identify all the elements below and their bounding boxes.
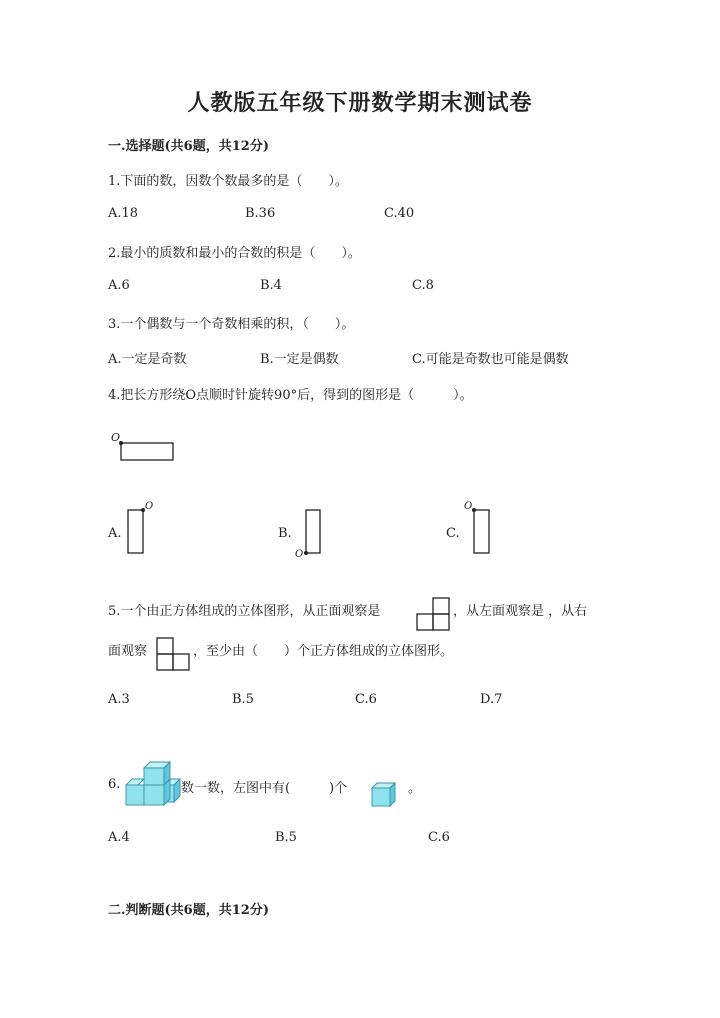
q6-single-cube-front	[372, 788, 390, 806]
question-5-text-part3: 面观察	[108, 644, 148, 659]
q2-option-c[interactable]: C.8	[412, 278, 434, 293]
q4-original-rectangle	[121, 443, 173, 460]
q6-left-cube-front	[126, 785, 144, 805]
q6-cube-stack-figure	[124, 760, 184, 810]
q4-pivot-label: O	[111, 431, 121, 444]
q4-option-a[interactable]: A.	[108, 526, 122, 541]
q5-right-bottom-left-square	[157, 654, 173, 670]
q2-option-a[interactable]: A.6	[108, 278, 130, 293]
q4-option-b[interactable]: B.	[278, 526, 292, 541]
q5-front-top-square	[433, 598, 449, 614]
q4-original-rectangle-figure	[108, 430, 188, 470]
q1-option-a[interactable]: A.18	[108, 206, 139, 221]
q5-option-d[interactable]: D.7	[480, 692, 503, 707]
q5-front-bottom-right-square	[433, 614, 449, 630]
q4-c-pivot-label: O	[464, 501, 473, 512]
question-6-prefix: 6.	[108, 777, 121, 792]
section-heading-choice: 一.选择题(共6题，共12分)	[108, 139, 269, 154]
q4-a-rectangle	[128, 510, 143, 553]
q5-front-bottom-left-square	[417, 614, 433, 630]
question-3-text: 3.一个偶数与一个奇数相乘的积，（ ）。	[108, 317, 355, 332]
q5-right-top-square	[157, 638, 173, 654]
q4-option-b-figure[interactable]	[292, 500, 332, 560]
question-4-text: 4.把长方形绕O点顺时针旋转90°后，得到的图形是（ ）。	[108, 388, 473, 403]
q5-front-view-figure	[416, 597, 456, 633]
question-2-text: 2.最小的质数和最小的合数的积是（ ）。	[108, 246, 361, 261]
section-heading-judgement: 二.判断题(共6题，共12分)	[108, 903, 269, 918]
question-6-suffix: 。	[408, 781, 422, 796]
q6-right-cube-front	[144, 785, 164, 805]
q4-c-pivot-point	[472, 508, 476, 512]
q5-option-a[interactable]: A.3	[108, 692, 130, 707]
q3-option-b[interactable]: B.一定是偶数	[260, 352, 339, 367]
q4-option-c-figure[interactable]	[460, 500, 500, 560]
q6-left-cube-top	[126, 779, 144, 785]
q5-option-c[interactable]: C.6	[355, 692, 377, 707]
q5-right-bottom-right-square	[173, 654, 189, 670]
q5-right-view-figure	[156, 637, 192, 673]
q4-c-rectangle	[474, 510, 489, 553]
q3-option-a[interactable]: A.一定是奇数	[108, 352, 187, 367]
q6-top-cube-front	[144, 768, 164, 785]
q5-option-b[interactable]: B.5	[232, 692, 254, 707]
q4-a-pivot-label: O	[145, 501, 154, 512]
q6-option-a[interactable]: A.4	[108, 830, 130, 845]
question-5-text-part1: 5.一个由正方体组成的立体图形，从正面观察是	[108, 604, 381, 619]
question-5-text-part2: ，从左面观察是 ，从右	[453, 604, 588, 619]
q3-option-c[interactable]: C.可能是奇数也可能是偶数	[412, 352, 569, 367]
q6-single-cube-icon	[370, 781, 400, 809]
q4-b-pivot-label: O	[295, 549, 304, 560]
q4-option-a-figure[interactable]	[122, 500, 162, 560]
q6-option-b[interactable]: B.5	[275, 830, 297, 845]
q4-b-pivot-point	[304, 551, 308, 555]
q4-b-rectangle	[306, 510, 320, 553]
q6-option-c[interactable]: C.6	[428, 830, 450, 845]
page-title: 人教版五年级下册数学期末测试卷	[187, 90, 533, 116]
question-1-text: 1.下面的数，因数个数最多的是（ ）。	[108, 174, 348, 189]
q1-option-c[interactable]: C.40	[384, 206, 415, 221]
q1-option-b[interactable]: B.36	[245, 206, 276, 221]
question-5-text-part4: ，至少由（ ）个正方体组成的立体图形。	[193, 644, 454, 659]
question-6-text: 数一数，左图中有( )个	[181, 781, 348, 796]
q4-option-c[interactable]: C.	[446, 526, 460, 541]
q2-option-b[interactable]: B.4	[260, 278, 282, 293]
